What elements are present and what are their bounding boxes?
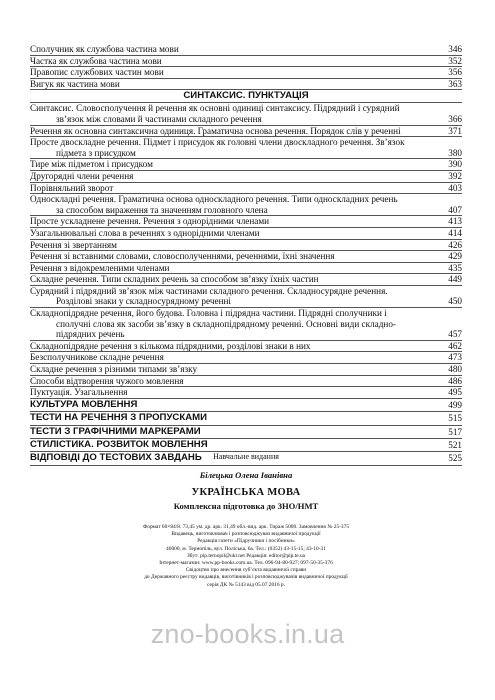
- toc-section-page: 499: [448, 399, 462, 410]
- section-heading-syntax: СИНТАКСИС. ПУНКТУАЦІЯ: [30, 90, 462, 103]
- specs-line: Інтернет-магазин: www.pp-books.com.ua. Тел. 096-94-80-927; 097-50-35-376: [159, 560, 333, 567]
- toc-entry: [30, 286, 462, 308]
- toc-entry-title: Правопис службових частин мови: [30, 67, 164, 78]
- toc-entry-title: Сурядний і підрядний зв’язок між частинами складного речення. Складносурядне речення. Розділові знаки у складносурядному реченні: [30, 285, 388, 307]
- toc-entry: [30, 274, 462, 286]
- toc-entry: [30, 364, 462, 376]
- toc-entry-page: 346: [448, 44, 462, 54]
- toc-entry: [30, 240, 462, 252]
- toc-entry: [30, 56, 462, 68]
- toc-entry: [30, 103, 462, 125]
- toc-top-list: [30, 44, 462, 90]
- toc-entry-title: Синтаксис. Словосполучення й речення як основні одиниці синтаксису. Підрядний і сурядний зв’язок між словами й частинами складного речення: [30, 103, 400, 124]
- toc-entry-page: 435: [448, 262, 462, 273]
- toc-entry-page: 486: [448, 375, 462, 386]
- toc-entry-title: Складне речення з різними типами зв’язку: [30, 364, 198, 375]
- toc-entry: [30, 183, 462, 195]
- toc-entry-title: Узагальнювальні слова в реченнях з однорідними членами: [30, 227, 260, 238]
- toc-entry-page: 380: [448, 147, 462, 158]
- toc-entry: [30, 376, 462, 388]
- toc-section-title: ТЕСТИ НА РЕЧЕННЯ З ПРОПУСКАМИ: [30, 412, 208, 424]
- toc-entry-title: Частка як службова частина мови: [30, 55, 162, 66]
- toc-entry-page: 407: [448, 204, 462, 215]
- toc-entry-title: Просте двоскладне речення. Підмет і присудок як головні члени двоскладного речення. Зв’язок підмета з присудком: [30, 137, 405, 158]
- author-name: Білецька Олена Іванівна: [199, 470, 293, 480]
- toc-entry: [30, 352, 462, 364]
- toc-section-entry: [30, 412, 462, 425]
- edition-type: Навчальне видання: [213, 452, 279, 461]
- toc-section-title: СТИЛІСТИКА. РОЗВИТОК МОВЛЕННЯ: [30, 439, 208, 451]
- toc-section-title: ВІДПОВІДІ ДО ТЕСТОВИХ ЗАВДАНЬ: [30, 452, 202, 464]
- toc-section-entry: [30, 439, 462, 452]
- book-title: УКРАЇНСЬКА МОВА: [191, 487, 301, 498]
- toc-section-title: ТЕСТИ З ГРАФІЧНИМИ МАРКЕРАМИ: [30, 425, 201, 437]
- toc-entry: [30, 137, 462, 159]
- toc-entry-title: Складнопідрядне речення з кількома підрядними, розділові знаки в них: [30, 340, 311, 351]
- toc-entry-page: 392: [448, 170, 462, 181]
- toc-entry-title: Другорядні члени речення: [30, 170, 134, 181]
- toc-entry-page: 429: [448, 251, 462, 262]
- toc-entry: [30, 251, 462, 263]
- specs-line: Формат 60×84/8. 73,45 ум. др. арк. 31,49 обл.-вид. арк. Тираж 5000. Замовлення № 25-375: [142, 524, 350, 530]
- toc-entry-title: Односкладні речення. Граматична основа односкладного речення. Типи односкладних речень за способом вираження та значенням головного члена: [30, 194, 398, 215]
- specs-line: Видавець, виготовлювач і розповсюджувач видавничої продукції: [171, 531, 321, 538]
- toc-entry: [30, 341, 462, 353]
- toc-entry: [30, 216, 462, 228]
- toc-entry-page: 356: [448, 67, 462, 78]
- toc-section-page: 525: [448, 453, 462, 464]
- toc-entry-page: 457: [448, 329, 462, 340]
- toc-entry: [30, 171, 462, 183]
- toc-entry-page: 371: [448, 125, 462, 136]
- specs-line: серія ДК № 5143 від 05.07.2016 р.: [207, 581, 285, 588]
- toc-section-entry: [30, 399, 462, 412]
- toc-entry-page: 366: [448, 113, 462, 124]
- toc-entry: [30, 194, 462, 216]
- toc-section-page: 517: [448, 426, 462, 437]
- toc-entry: [30, 263, 462, 275]
- toc-entry: [30, 79, 462, 91]
- toc-entry-page: 480: [448, 364, 462, 375]
- specs-line: Свідоцтво про внесення суб’єкта видавничої справи: [185, 567, 307, 574]
- toc-section-entry: [30, 426, 462, 439]
- toc-entry-title: Речення зі звертанням: [30, 239, 117, 250]
- toc-entry-page: 449: [448, 274, 462, 285]
- toc-entry-title: Речення з відокремленими членами: [30, 262, 170, 273]
- toc-entry-title: Сполучник як службова частина мови: [30, 44, 179, 54]
- publication-specs: [30, 524, 462, 589]
- toc-section-title: КУЛЬТУРА МОВЛЕННЯ: [30, 398, 138, 410]
- specs-line: Редакція газети «Підручники і посібники»: [197, 538, 295, 545]
- toc-entry-title: Складне речення. Типи складних речень за способом зв’язку їхніх частин: [30, 274, 319, 285]
- toc-entry-title: Речення зі вставними словами, словосполученнями, реченнями, їхні значення: [30, 251, 335, 262]
- toc-entry-title: Вигук як частина мови: [30, 78, 120, 89]
- toc-entry: [30, 159, 462, 171]
- toc-entry: [30, 44, 462, 56]
- specs-line: 46000, м. Тернопіль, вул. Поліська, 6а. Тел.: (0352) 43-15-15; 43-10-31: [166, 545, 326, 552]
- toc-entry-page: 414: [448, 227, 462, 238]
- toc-entry-page: 352: [448, 55, 462, 66]
- toc-entry-title: Безсполучникове складне речення: [30, 352, 164, 363]
- toc-entry-page: 450: [448, 296, 462, 307]
- specs-line: до Державного реєстру видавців, виготівників і розповсюджувачів видавничої продукції: [144, 574, 348, 581]
- toc-entry-page: 426: [448, 239, 462, 250]
- toc-entry-title: Просте ускладнене речення. Речення з однорідними членами: [30, 216, 270, 227]
- book-subtitle: Комплексна підготовка до ЗНО/НМТ: [173, 501, 319, 511]
- toc-entry-title: Речення як основна синтаксична одиниця. Граматична основа речення. Порядок слів у реченні: [30, 125, 401, 136]
- toc-section-page: 521: [448, 440, 462, 451]
- watermark: zno-books.in.ua: [150, 619, 345, 649]
- toc-entry-page: 413: [448, 216, 462, 227]
- toc-entry-title: Пуктуація. Узагальнення: [30, 387, 128, 398]
- table-of-contents: [30, 44, 462, 466]
- toc-entry-title: Порівняльний зворот: [30, 182, 114, 193]
- toc-entry-page: 390: [448, 159, 462, 170]
- toc-section-page: 515: [448, 413, 462, 424]
- toc-entry-page: 363: [448, 78, 462, 89]
- toc-entry-title: Тире між підметом і присудком: [30, 159, 153, 170]
- toc-entry: [30, 308, 462, 341]
- specs-line: Збут: pip.ternopil@ukr.net Редакція: editor@pip.te.ua: [186, 552, 306, 559]
- toc-entry-page: 473: [448, 352, 462, 363]
- toc-entry-page: 403: [448, 182, 462, 193]
- toc-entry-page: 495: [448, 387, 462, 398]
- toc-entry-title: Способи відтворення чужого мовлення: [30, 375, 184, 386]
- toc-entry: [30, 387, 462, 399]
- toc-entry-page: 462: [448, 340, 462, 351]
- toc-syntax-list: [30, 103, 462, 398]
- toc-entry: [30, 126, 462, 138]
- toc-entry: [30, 67, 462, 79]
- toc-entry-title: Складнопідрядне речення, його будова. Головна і підрядна частини. Підрядні сполучники і сполучні слова як засоби зв’язку в складнопідрядному реченні. Основні види складно- підрядних речень: [30, 308, 396, 340]
- toc-entry: [30, 228, 462, 240]
